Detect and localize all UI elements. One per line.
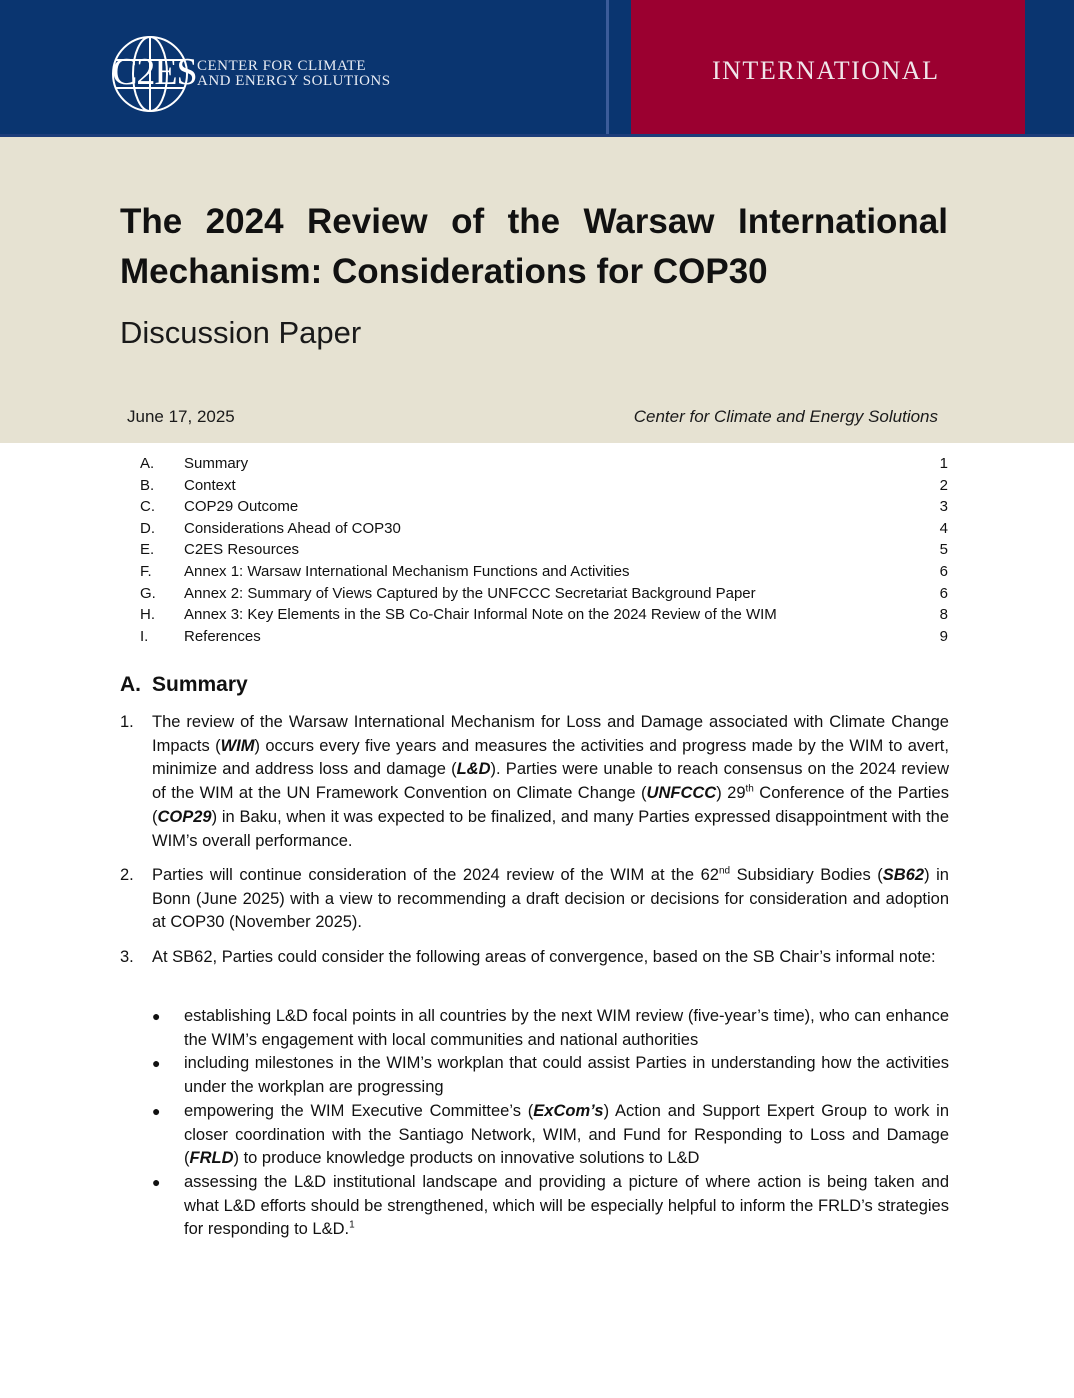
toc-letter: C. [140, 498, 155, 516]
logo-abbreviation: C2ES [112, 51, 197, 93]
bullet-icon: ● [152, 1173, 161, 1190]
author-organization: Center for Climate and Energy Solutions [633, 407, 938, 426]
toc-entry[interactable] [140, 453, 948, 475]
list-item [152, 1005, 949, 1052]
toc-page: 3 [939, 498, 948, 516]
paragraph-number: 2. [120, 866, 134, 884]
toc-page: 4 [939, 519, 948, 537]
list-item-text: assessing the L&D institutional landscape and providing a picture of where action is being taken and what L&D efforts should be strengthened, which will be especially helpful to inform the FRLD’s strategies for responding to L&D.$^1$ [184, 1172, 949, 1239]
section-label: INTERNATIONAL [712, 56, 940, 85]
toc-entry[interactable] [140, 583, 948, 605]
list-item [152, 1100, 949, 1171]
toc-title: Annex 3: Key Elements in the SB Co-Chair Informal Note on the 2024 Review of the WIM [184, 606, 777, 624]
list-item [152, 1052, 949, 1099]
toc-page: 8 [939, 606, 948, 624]
toc-letter: G. [140, 584, 156, 602]
toc-letter: H. [140, 606, 155, 624]
toc-letter: I. [140, 627, 149, 645]
paragraph-number: 1. [120, 713, 134, 731]
toc-page: 2 [939, 476, 948, 494]
toc-title: C2ES Resources [184, 541, 300, 559]
toc-title: References [184, 627, 261, 645]
publication-date: June 17, 2025 [127, 407, 235, 426]
toc-page: 9 [939, 627, 948, 645]
list-item-text: including milestones in the WIM’s workplan that could assist Parties in understanding how the activities under the workplan are progressing [184, 1054, 949, 1097]
section-title: Summary [152, 673, 248, 696]
toc-title: Context [184, 476, 236, 494]
title-block [0, 137, 1074, 443]
c2es-logo [110, 36, 390, 112]
header-banner [0, 0, 1074, 136]
summary-paragraph [120, 864, 949, 935]
toc-entry[interactable] [140, 561, 948, 583]
banner-divider [606, 0, 609, 136]
list-item-text: empowering the WIM Executive Committee’s (ExCom’s) Action and Support Expert Group to work in closer coordination with the Santiago Network, WIM, and Fund for Responding to Loss and Damage (FRLD) to produce knowledge products on innovative solutions to L&D [184, 1101, 950, 1168]
summary-paragraph [120, 711, 949, 853]
toc-title: Considerations Ahead of COP30 [184, 519, 401, 537]
toc-entry[interactable] [140, 626, 948, 648]
paragraph-text: Parties will continue consideration of the 2024 review of the WIM at the 62nd Subsidiary Bodies (SB62) in Bonn (June 2025) with a view to recommending a draft decision or decisions for consideration and adoption at COP30 (November 2025). [152, 865, 949, 932]
toc-page: 1 [939, 455, 948, 472]
toc-page: 5 [939, 541, 948, 559]
toc-title: COP29 Outcome [184, 498, 299, 516]
toc-page: 6 [939, 584, 948, 602]
toc-entry[interactable] [140, 518, 948, 540]
paragraph-text: At SB62, Parties could consider the following areas of convergence, based on the SB Chair’s informal note: [152, 948, 936, 966]
toc-entry[interactable] [140, 475, 948, 497]
summary-paragraph [120, 946, 949, 970]
paragraph-text: The review of the Warsaw International Mechanism for Loss and Damage associated with Climate Change Impacts (WIM) occurs every five years and measures the activities and progress made by the WIM to avert, minimize and address loss and damage (L&D). Parties were unable to reach consensus on the 2024 review of the WIM at the UN Framework Convention on Climate Change (UNFCCC) 29th Conference of the Parties (COP29) in Baku, when it was expected to be finalized, and many Parties expressed disappointment with the WIM’s overall performance. [152, 713, 949, 850]
logo-org-line2: AND ENERGY SOLUTIONS [197, 73, 391, 89]
bullet-icon: ● [152, 1008, 161, 1024]
table-of-contents [140, 453, 948, 647]
toc-title: Annex 1: Warsaw International Mechanism Functions and Activities [184, 562, 630, 580]
bullet-icon: ● [152, 1102, 161, 1119]
list-item-text: establishing L&D focal points in all countries by the next WIM review (five-year’s time), who can enhance the WIM’s engagement with local communities and national authorities [184, 1007, 949, 1049]
section-letter: A. [120, 673, 141, 696]
bullet-icon: ● [152, 1055, 161, 1072]
document-subtitle: Discussion Paper [120, 315, 362, 350]
toc-letter: F. [140, 562, 152, 580]
toc-letter: A. [140, 455, 155, 472]
toc-title: Summary [184, 455, 249, 472]
convergence-list [152, 1005, 949, 1242]
list-item [152, 1171, 949, 1242]
toc-entry[interactable] [140, 539, 948, 561]
section-heading [120, 673, 248, 697]
toc-title: Annex 2: Summary of Views Captured by the UNFCCC Secretariat Background Paper [184, 584, 756, 602]
paragraph-number: 3. [120, 948, 134, 966]
document-title: The 2024 Review of the Warsaw International Mechanism: Considerations for COP30 [120, 202, 948, 291]
toc-letter: E. [140, 541, 155, 559]
toc-page: 6 [939, 562, 948, 580]
toc-letter: B. [140, 476, 155, 494]
logo-org-line1: CENTER FOR CLIMATE [197, 58, 367, 74]
toc-entry[interactable] [140, 496, 948, 518]
toc-entry[interactable] [140, 604, 948, 626]
toc-letter: D. [140, 519, 155, 537]
